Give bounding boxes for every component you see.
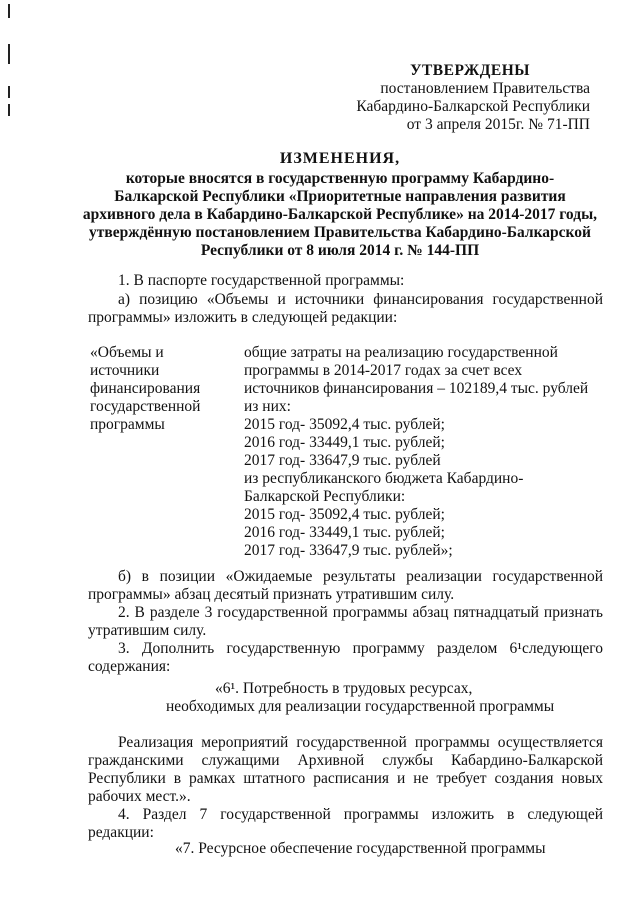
document-title	[80, 150, 600, 260]
section-7-heading: «7. Ресурсное обеспечение государственной программы	[175, 840, 546, 857]
table-left-line: «Объемы и	[90, 344, 164, 361]
margin-mark	[8, 4, 10, 18]
table-right-line: 2016 год- 33449,1 тыс. рублей;	[244, 524, 445, 541]
table-left-line: источники	[90, 362, 160, 379]
table-left-line: финансирования	[90, 380, 201, 397]
item-3: 3. Дополнить государственную программу разделом 6¹следующего содержания:	[88, 640, 603, 675]
table-right-line: 2015 год- 35092,4 тыс. рублей;	[244, 416, 445, 433]
title-line: Балкарской Республики «Приоритетные направления развития	[114, 188, 566, 205]
item-1a: а) позицию «Объемы и источники финансирования государственной программы» изложить в следующей редакции:	[88, 291, 603, 326]
table-right-line: 2016 год- 33449,1 тыс. рублей;	[244, 434, 445, 451]
margin-mark	[8, 44, 10, 64]
approval-line: постановлением Правительства	[380, 80, 590, 97]
section-6-text: Реализация мероприятий государственной программы осуществляется гражданскими служащими Архивной службы Кабардино-Балкарской Республики в рамках штатного расписания и не требует создания новых рабочих мест.».	[88, 734, 603, 805]
item-4: 4. Раздел 7 государственной программы изложить в следующей редакции:	[88, 806, 603, 841]
title-line: которые вносятся в государственную программу Кабардино-	[125, 170, 555, 187]
section-6-heading-line1: «6¹. Потребность в трудовых ресурсах,	[215, 680, 473, 697]
table-right-line: источников финансирования – 102189,4 тыс. рублей	[244, 380, 589, 397]
table-right-line: из них:	[244, 398, 291, 415]
approval-block	[340, 62, 590, 134]
table-right-line: из республиканского бюджета Кабардино-	[244, 470, 524, 487]
item-1: 1. В паспорте государственной программы:	[118, 272, 405, 289]
table-right-line: 2015 год- 35092,4 тыс. рублей;	[244, 506, 445, 523]
table-left-line: программы	[90, 416, 165, 433]
title-main: ИЗМЕНЕНИЯ,	[279, 150, 401, 167]
table-right-line: Балкарской Республики:	[244, 488, 406, 505]
table-right-line: общие затраты на реализацию государственной	[244, 344, 558, 361]
section-6-heading-line2: необходимых для реализации государственной программы	[166, 698, 555, 715]
table-right-line: программы в 2014-2017 годах за счет всех	[244, 362, 523, 379]
table-right-line: 2017 год- 33647,9 тыс. рублей	[244, 452, 441, 469]
approval-line: от 3 апреля 2015г. № 71-ПП	[406, 116, 590, 133]
margin-mark	[8, 104, 10, 116]
approval-heading: УТВЕРЖДЕНЫ	[410, 62, 530, 79]
title-line: Республики от 8 июля 2014 г. № 144-ПП	[200, 242, 480, 259]
title-line: утверждённую постановлением Правительства Кабардино-Балкарской	[89, 224, 591, 241]
approval-line: Кабардино-Балкарской Республики	[356, 98, 590, 115]
item-2: 2. В разделе 3 государственной программы абзац пятнадцатый признать утратившим силу.	[88, 604, 603, 639]
table-right-line: 2017 год- 33647,9 тыс. рублей»;	[244, 542, 453, 559]
table-left-line: государственной	[90, 398, 201, 415]
title-line: архивного дела в Кабардино-Балкарской Республике» на 2014-2017 годы,	[82, 206, 598, 223]
margin-mark	[8, 86, 10, 98]
item-1b: б) в позиции «Ожидаемые результаты реализации государственной программы» абзац десятый признать утратившим силу.	[88, 568, 603, 603]
table-right-column	[244, 344, 604, 560]
table-left-column	[90, 344, 230, 434]
